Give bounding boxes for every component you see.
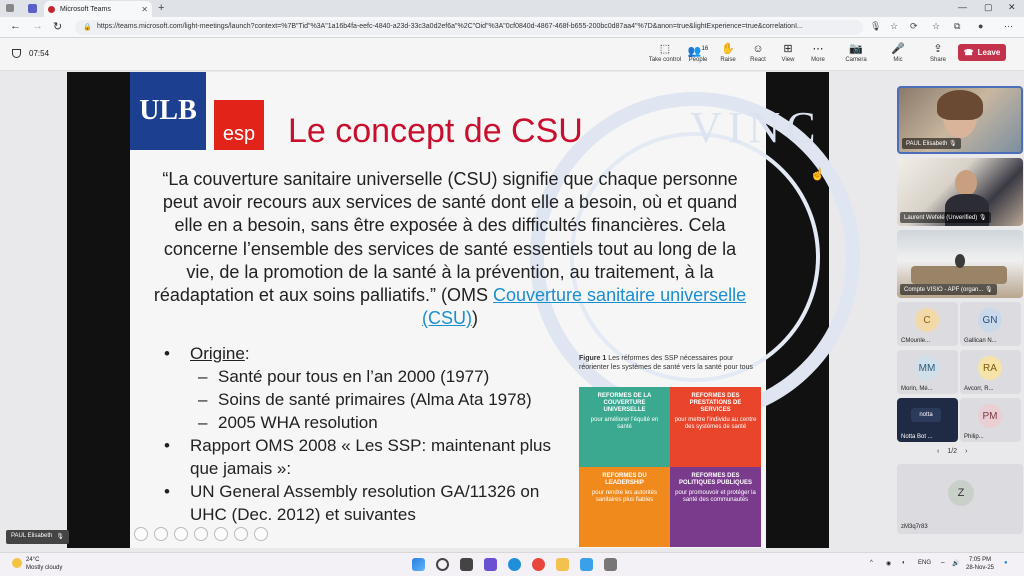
puzzle-text: pour mettre l'individu au centre des systèmes de santé	[674, 417, 757, 430]
elapsed-time: 07:54	[29, 49, 50, 58]
browser-menu-icon[interactable]: ⋯	[1004, 21, 1013, 31]
sub-bullet-1: – Santé pour tous en l’an 2000 (1977)	[164, 365, 564, 388]
slide-more-icon[interactable]	[254, 527, 268, 541]
pen-icon[interactable]	[174, 527, 188, 541]
new-tab-button[interactable]: +	[158, 2, 165, 14]
recording-dot-icon	[48, 6, 55, 13]
chrome-icon[interactable]	[532, 558, 545, 571]
puzzle-title: REFORMES DE LA COUVERTURE UNIVERSELLE	[597, 393, 652, 413]
prev-page-icon[interactable]: ‹	[937, 448, 940, 455]
temperature: 24°C	[26, 557, 40, 563]
favorites-bar-icon[interactable]: ☆	[932, 21, 941, 31]
browser-tab-bar	[0, 0, 1024, 17]
url-text: https://teams.microsoft.com/light-meetings/launch?context=%7B"Tid"%3A"1a16b4fa-eefc-4840-a23d-33c3a0d2ef6a"%2C"Oid"%3A"0cf0840d-4867-468f-b655-200bc0d87aa4"%7D&anon=true&lightExperience=true&correlationI...	[97, 23, 803, 30]
pointer-cursor-icon: ☝	[810, 167, 825, 181]
origine-colon: :	[244, 344, 250, 363]
weather-text: Mostly cloudy	[26, 565, 63, 571]
participant-tile[interactable]	[960, 350, 1021, 394]
camera-button[interactable]	[836, 42, 876, 63]
refresh-page-icon[interactable]: ⟳	[910, 21, 918, 31]
origine-label: Origine	[190, 344, 245, 363]
avatar: C	[915, 308, 939, 332]
avatar: GN	[978, 308, 1002, 332]
video-tile-speaker[interactable]	[897, 86, 1023, 154]
participant-hair	[937, 90, 983, 120]
page-indicator: 1/2	[947, 448, 958, 455]
participant-tile[interactable]	[960, 398, 1021, 442]
task-view-icon[interactable]	[460, 558, 473, 571]
tray-app-icon[interactable]: ◉	[886, 561, 892, 567]
sub-bullet-3: – 2005 WHA resolution	[164, 411, 564, 434]
account-icon[interactable]: ●	[978, 21, 984, 31]
puzzle-text: pour promouvoir et protéger la santé des communautés	[675, 490, 756, 503]
puzzle-text: pour rendre les autorités sanitaires plus fiables	[591, 490, 658, 503]
mic-button[interactable]	[878, 42, 918, 63]
esp-logo: esp	[214, 100, 264, 150]
participant-name: Philip...	[964, 434, 984, 440]
participant-name: CMounle...	[901, 338, 931, 344]
tray-app-icon[interactable]: ◐	[902, 560, 906, 566]
mic-off-icon: 🎤	[891, 43, 905, 55]
sub-bullet-2: – Soins de santé primaires (Alma Ata 1978)	[164, 388, 564, 411]
figure-caption	[579, 354, 759, 372]
participant-tile[interactable]	[897, 350, 958, 394]
hand-icon: ✋	[721, 43, 735, 55]
meeting-room-table	[911, 266, 1007, 284]
participant-name: Morin, Mé...	[901, 386, 933, 392]
slide-title: Le concept de CSU	[288, 112, 583, 150]
video-name-tag: PAUL Elisabeth 🎙	[902, 138, 961, 149]
edge-icon[interactable]	[508, 558, 521, 571]
notification-icon[interactable]: ●	[1004, 560, 1008, 566]
bullet-list	[164, 342, 564, 526]
favorite-icon[interactable]: ☆	[890, 21, 899, 31]
take-control-label: Take control	[648, 57, 682, 63]
participant-video	[955, 170, 977, 196]
slides-grid-icon[interactable]	[214, 527, 228, 541]
address-bar-row	[0, 17, 1024, 38]
camera-label: Camera	[845, 57, 867, 63]
forward-icon[interactable]: →	[32, 20, 43, 32]
bullet-origine	[164, 342, 564, 365]
muted-mic-icon: 🎙	[56, 534, 64, 540]
volume-icon[interactable]: 🔊	[952, 561, 960, 567]
gallery-pager	[937, 448, 967, 455]
puzzle-title: REFORMES DES PRESTATIONS DE SERVICES	[689, 393, 742, 413]
participant-video	[955, 254, 965, 268]
bot-icon: notta	[911, 408, 941, 422]
search-icon[interactable]	[436, 558, 449, 571]
telegram-icon[interactable]	[580, 558, 593, 571]
wifi-icon[interactable]: ⌔	[940, 562, 946, 568]
language-indicator[interactable]: ENG	[918, 560, 932, 566]
meeting-toolbar	[0, 38, 1024, 71]
puzzle-piece-services	[670, 387, 761, 467]
tray-chevron-icon[interactable]: ^	[870, 560, 873, 566]
back-icon[interactable]: ←	[10, 20, 21, 32]
self-name-tag	[6, 530, 69, 544]
seal-text: VINC	[690, 103, 822, 152]
smiley-icon: ☺	[752, 43, 764, 55]
puzzle-piece-leadership	[579, 467, 670, 547]
windows-start-icon[interactable]	[412, 558, 425, 571]
grid-icon: ⊞	[783, 43, 793, 55]
oms-csu-link[interactable]: Couverture sanitaire universelle (CSU)	[422, 285, 747, 329]
minimize-icon[interactable]: —	[958, 2, 967, 12]
self-name: PAUL Elisabeth	[11, 533, 53, 539]
shield-icon	[12, 49, 21, 58]
share-label: Share	[929, 57, 946, 63]
people-icon: 👥$^{16}$	[687, 45, 709, 58]
take-control-icon: ⬚	[659, 43, 671, 55]
participant-tile[interactable]	[960, 302, 1021, 346]
snipping-tool-icon[interactable]	[604, 558, 617, 571]
share-icon: ⇪	[933, 43, 943, 55]
tab-title: Microsoft Teams	[60, 5, 111, 13]
video-name-tag: Compte VISIO - APF (organ... 🎙	[900, 284, 997, 295]
teams-icon	[28, 4, 37, 13]
quote-close: )	[472, 308, 478, 329]
profile-icon[interactable]	[6, 4, 14, 12]
quote-text: “La couverture sanitaire universelle (CSU) signifie que chaque personne peut avoir recours aux services de santé dont elle a besoin, où et quand elle en a besoin, sans être exposée à des difficultés financières. Cela concerne l’ensemble des services de santé essentiels tout au long de la vie, de la promotion de la santé à la prévention, au traitement, à la réadaptation et aux soins palliatifs.” (OMS	[153, 169, 738, 306]
puzzle-piece-policies	[670, 467, 761, 547]
next-page-icon[interactable]: ›	[965, 448, 968, 455]
avatar: Z	[948, 480, 974, 506]
subtitles-icon[interactable]	[234, 527, 248, 541]
participant-name: Avcorr, R...	[964, 386, 994, 392]
weather-icon	[12, 558, 22, 568]
phone-hangup-icon: ☎	[963, 48, 974, 57]
participant-name: zM3q7r83	[901, 524, 928, 530]
clock-date: 28-Nov-25	[966, 565, 995, 571]
clock-time: 7:05 PM	[968, 557, 992, 563]
puzzle-title: REFORMES DU LEADERSHIP	[602, 473, 647, 486]
lock-icon: 🔒	[83, 24, 92, 31]
refresh-icon[interactable]: ↻	[53, 21, 63, 33]
reforms-puzzle-figure	[579, 387, 761, 547]
next-slide-icon[interactable]	[154, 527, 168, 541]
mic-label: Mic	[893, 57, 903, 63]
leave-label: Leave	[977, 48, 1001, 57]
camera-off-icon: 📷	[849, 43, 863, 55]
participant-tile-bot[interactable]	[897, 398, 958, 442]
windows-taskbar	[0, 552, 1024, 576]
puzzle-text: pour améliorer l'équité en santé	[590, 417, 659, 430]
raise-label: Raise	[720, 57, 736, 63]
video-tile[interactable]	[897, 158, 1023, 226]
close-tab-icon[interactable]: ✕	[141, 4, 148, 14]
slide-controls	[134, 527, 268, 541]
people-label: People	[688, 57, 708, 63]
participant-tile-large[interactable]	[897, 464, 1023, 534]
react-label: React	[750, 57, 766, 63]
video-name-tag: Laurent Wefelé (Unverified) 🎙	[900, 212, 991, 223]
participant-name: Compte VISIO - APF (organ...	[904, 287, 984, 293]
puzzle-piece-coverage	[579, 387, 670, 467]
more-icon: ⋯	[812, 43, 824, 55]
share-button[interactable]	[918, 42, 958, 63]
url-field[interactable]	[75, 20, 863, 35]
taskbar-clock[interactable]	[966, 556, 994, 572]
shared-content-stage	[0, 72, 893, 552]
microphone-icon[interactable]: 🎙	[870, 21, 882, 31]
participants-gallery	[893, 72, 1024, 552]
collections-icon[interactable]: ⧉	[954, 21, 961, 31]
close-window-icon[interactable]: ✕	[1008, 2, 1016, 12]
shared-screen	[67, 72, 829, 548]
figure-label: Figure 1	[579, 355, 607, 362]
zoom-icon[interactable]	[194, 527, 208, 541]
participant-name: Gallican N...	[964, 338, 997, 344]
maximize-icon[interactable]: ▢	[984, 2, 993, 12]
view-label: View	[781, 57, 795, 63]
prev-slide-icon[interactable]	[134, 527, 148, 541]
avatar: MM	[915, 356, 939, 380]
leave-button[interactable]	[958, 44, 1006, 61]
puzzle-title: REFORMES DES POLITIQUES PUBLIQUES	[678, 473, 752, 486]
file-explorer-icon[interactable]	[556, 558, 569, 571]
browser-tab-teams[interactable]	[44, 1, 152, 17]
avatar: RA	[978, 356, 1002, 380]
participant-name: Notta Bot ...	[901, 434, 933, 440]
participant-name: Laurent Wefelé (Unverified)	[904, 215, 978, 221]
video-tile-room[interactable]	[897, 230, 1023, 298]
avatar: PM	[978, 404, 1002, 428]
bullet-un-resolution: • UN General Assembly resolution GA/11326 on UHC (Dec. 2012) et suivantes	[164, 480, 564, 526]
csu-definition-quote	[150, 168, 750, 330]
chat-icon[interactable]	[484, 558, 497, 571]
more-label: More	[811, 57, 825, 63]
meeting-timer	[12, 49, 49, 58]
participant-name: PAUL Elisabeth	[906, 141, 948, 147]
figure-caption-text: Les réformes des SSP nécessaires pour réorienter les systèmes de santé vers la santé pour tous	[579, 355, 753, 371]
ulb-logo: ULB	[130, 72, 206, 150]
more-button[interactable]	[798, 42, 838, 63]
weather-widget[interactable]	[12, 556, 62, 572]
people-count: 16	[701, 46, 709, 52]
participant-tile[interactable]	[897, 302, 958, 346]
presentation-slide	[130, 72, 825, 548]
bullet-rapport-oms: • Rapport OMS 2008 « Les SSP: maintenant plus que jamais »:	[164, 434, 564, 480]
